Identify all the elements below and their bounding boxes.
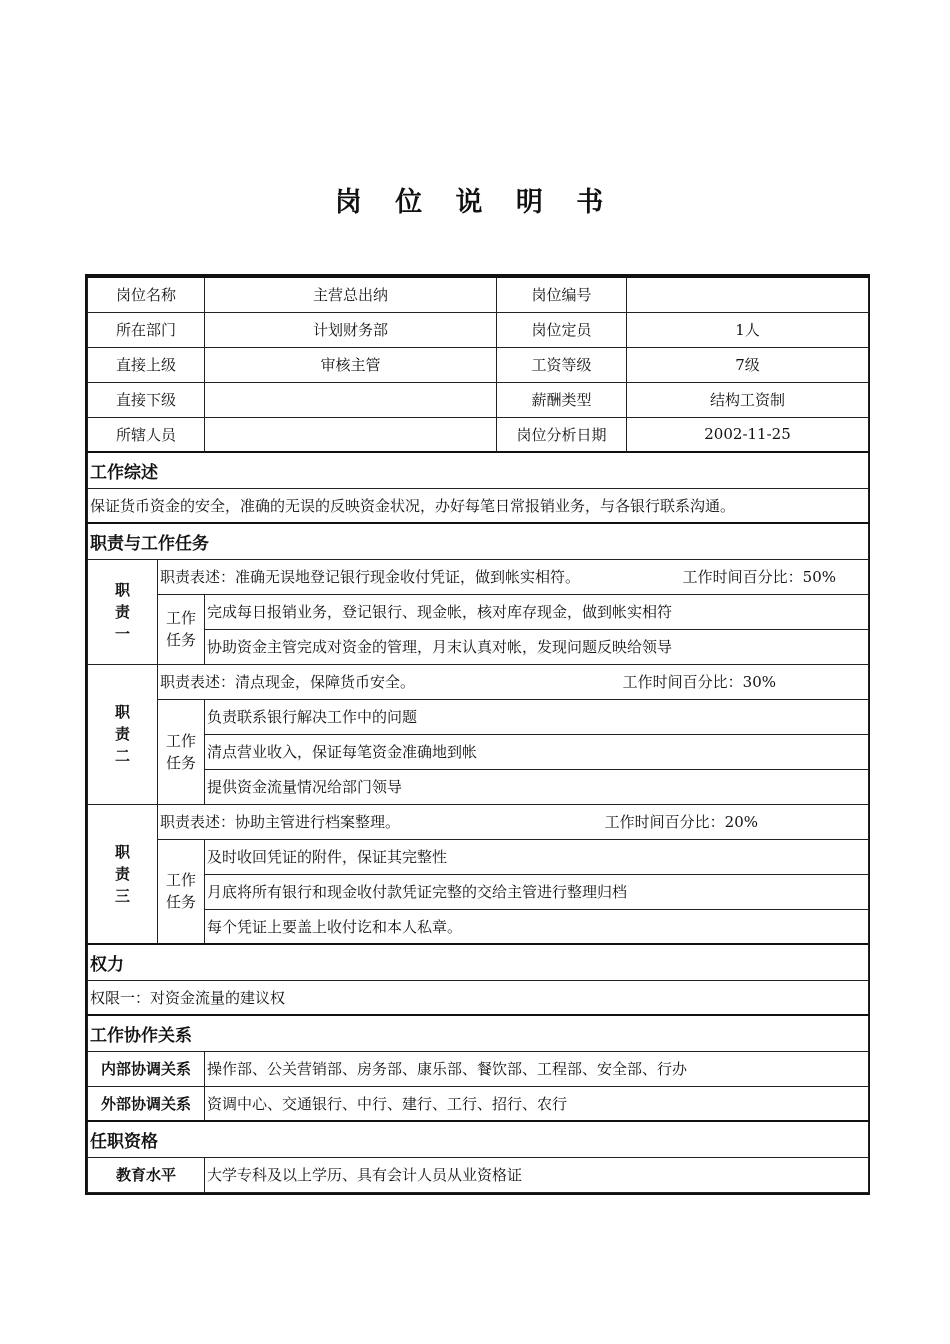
job-description-form: [85, 274, 870, 1195]
task-item: 月底将所有银行和现金收付款凭证完整的交给主管进行整理归档: [205, 874, 869, 909]
task-item: 提供资金流量情况给部门领导: [205, 769, 869, 804]
time-percentage: 工作时间百分比：20%: [604, 813, 759, 831]
headcount-value: 1人: [627, 312, 869, 347]
supervisor-value: 审核主管: [205, 347, 497, 382]
education-label: 教育水平: [88, 1157, 205, 1192]
section-heading-summary: 工作综述: [88, 452, 869, 488]
task-label-text: 工作 任务: [166, 731, 197, 772]
duty-desc-text: 职责表述：清点现金，保障货币安全。: [160, 673, 416, 691]
section-heading-qualifications: 任职资格: [88, 1121, 869, 1157]
duty-desc-text: 职责表述：协助主管进行档案整理。: [160, 813, 401, 831]
info-row: [88, 312, 869, 347]
education-value: 大学专科及以上学历、具有会计人员从业资格证: [205, 1157, 869, 1192]
analysis-date-value: 2002-11-25: [627, 417, 869, 452]
duty-label-text: 职 责 二: [114, 703, 130, 765]
info-row: [88, 382, 869, 417]
subordinate-value: [205, 382, 497, 417]
department-value: 计划财务部: [205, 312, 497, 347]
section-heading-relations: 工作协作关系: [88, 1015, 869, 1051]
duty-description: [158, 804, 869, 839]
duty-label-text: 职 责 一: [114, 580, 130, 643]
task-item: 完成每日报销业务，登记银行、现金帐，核对库存现金，做到帐实相符: [205, 594, 869, 629]
field-label: 所在部门: [88, 312, 205, 347]
task-label: [158, 594, 205, 664]
duty-label: [88, 559, 158, 664]
task-item: 及时收回凭证的附件，保证其完整性: [205, 839, 869, 874]
internal-relations-label: 内部协调关系: [88, 1051, 205, 1086]
field-label: 直接下级: [88, 382, 205, 417]
field-label: 岗位分析日期: [497, 417, 627, 452]
summary-text: 保证货币资金的安全，准确的无误的反映资金状况，办好每笔日常报销业务，与各银行联系沟通。: [88, 488, 869, 523]
authority-text: 权限一：对资金流量的建议权: [88, 980, 869, 1015]
duty-description: [158, 559, 869, 594]
staff-value: [205, 417, 497, 452]
time-percentage: 工作时间百分比：30%: [622, 673, 777, 691]
duty-desc-text: 职责表述：准确无误地登记银行现金收付凭证，做到帐实相符。: [160, 568, 581, 586]
section-heading-authority: 权力: [88, 944, 869, 980]
duty-label: [88, 664, 158, 804]
task-label: [158, 699, 205, 804]
field-label: 岗位编号: [497, 277, 627, 312]
section-heading-duties: 职责与工作任务: [88, 523, 869, 559]
task-label-text: 工作 任务: [166, 871, 197, 912]
duty-description: [158, 664, 869, 699]
duty-label-text: 职 责 三: [114, 842, 130, 905]
field-label: 工资等级: [497, 347, 627, 382]
field-label: 岗位名称: [88, 277, 205, 312]
task-label-text: 工作 任务: [166, 609, 197, 649]
external-relations-value: 资调中心、交通银行、中行、建行、工行、招行、农行: [205, 1086, 869, 1121]
internal-relations-value: 操作部、公关营销部、房务部、康乐部、餐饮部、工程部、安全部、行办: [205, 1051, 869, 1086]
duty-label: [88, 804, 158, 944]
pay-type-value: 结构工资制: [627, 382, 869, 417]
position-name-value: 主营总出纳: [205, 277, 497, 312]
salary-grade-value: 7级: [627, 347, 869, 382]
info-row: [88, 347, 869, 382]
field-label: 直接上级: [88, 347, 205, 382]
task-item: 负责联系银行解决工作中的问题: [205, 699, 869, 734]
task-label: [158, 839, 205, 944]
field-label: 薪酬类型: [497, 382, 627, 417]
external-relations-label: 外部协调关系: [88, 1086, 205, 1121]
position-code-value: [627, 277, 869, 312]
field-label: 所辖人员: [88, 417, 205, 452]
time-percentage: 工作时间百分比：50%: [682, 568, 837, 586]
info-row: [88, 417, 869, 452]
task-item: 协助资金主管完成对资金的管理，月末认真对帐，发现问题反映给领导: [205, 629, 869, 664]
info-row: [88, 277, 869, 312]
task-item: 清点营业收入，保证每笔资金准确地到帐: [205, 734, 869, 769]
page-title: 岗 位 说 明 书: [334, 187, 616, 218]
field-label: 岗位定员: [497, 312, 627, 347]
task-item: 每个凭证上要盖上收付讫和本人私章。: [205, 909, 869, 944]
